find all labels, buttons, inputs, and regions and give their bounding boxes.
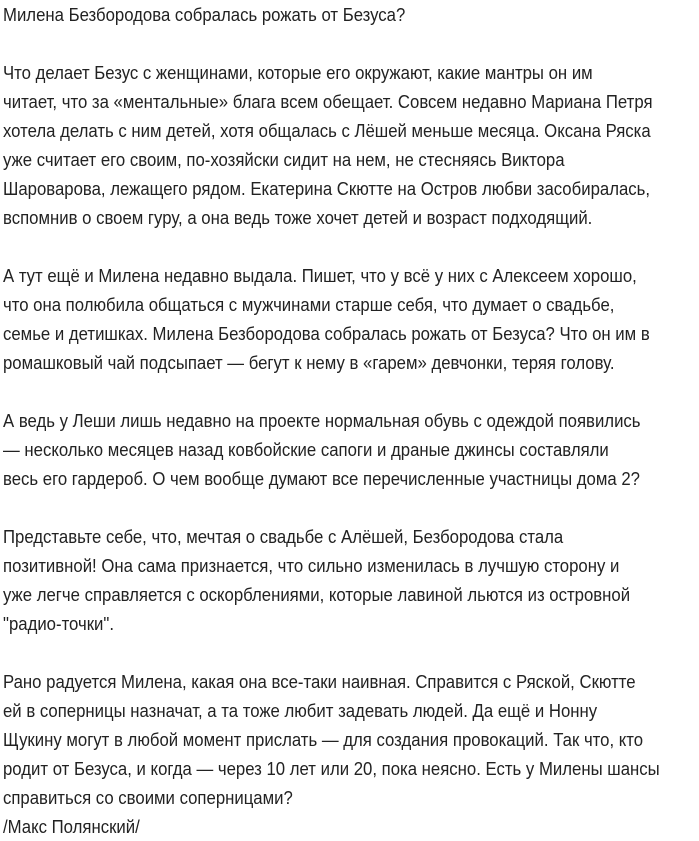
- text-line: родит от Безуса, и когда — через 10 лет или 20, пока неясно. Есть у Милены шансы: [3, 758, 660, 779]
- text-line: весь его гардероб. О чем вообще думают все перечисленные участницы дома 2?: [3, 468, 640, 489]
- text-line: что она полюбила общаться с мужчинами старше себя, что думает о свадьбе,: [3, 294, 615, 315]
- text-line: Шароварова, лежащего рядом. Екатерина Скютте на Остров любви засобиралась,: [3, 178, 651, 199]
- author-signature: /Макс Полянский/: [3, 816, 140, 837]
- text-line: А тут ещё и Милена недавно выдала. Пишет, что у всё у них с Алексеем хорошо,: [3, 265, 637, 286]
- text-line: вспомнив о своем гуру, а она ведь тоже хочет детей и возраст подходящий.: [3, 207, 593, 228]
- text-line: уже считает его своим, по-хозяйски сидит на нем, не стесняясь Виктора: [3, 149, 565, 170]
- text-line: Что делает Безус с женщинами, которые его окружают, какие мантры он им: [3, 62, 593, 83]
- text-line: справиться со своими соперницами?: [3, 787, 293, 808]
- paragraph-3: [3, 406, 691, 493]
- text-line: читает, что за «ментальные» блага всем обещает. Совсем недавно Мариана Петря: [3, 91, 653, 112]
- text-line: Рано радуется Милена, какая она все-таки наивная. Справится с Ряской, Скютте: [3, 671, 636, 692]
- paragraph-5: [3, 667, 691, 812]
- text-line: семье и детишках. Милена Безбородова собралась рожать от Безуса? Что он им в: [3, 323, 650, 344]
- paragraph-2: [3, 261, 691, 377]
- text-line: Щукину могут в любой момент прислать — для создания провокаций. Так что, кто: [3, 729, 644, 750]
- article-title: Милена Безбородова собралась рожать от Безуса?: [3, 4, 406, 25]
- text-line: уже легче справляется с оскорблениями, которые лавиной льются из островной: [3, 584, 631, 605]
- paragraph-4: [3, 522, 691, 638]
- text-line: ей в соперницы назначат, а та тоже любит задевать людей. Да ещё и Нонну: [3, 700, 598, 721]
- text-line: Представьте себе, что, мечтая о свадьбе с Алёшей, Безбородова стала: [3, 526, 564, 547]
- text-line: ромашковый чай подсыпает — бегут к нему в «гарем» девчонки, теряя голову.: [3, 352, 615, 373]
- article: [3, 0, 691, 841]
- paragraph-1: [3, 58, 691, 232]
- text-line: — несколько месяцев назад ковбойские сапоги и драные джинсы составляли: [3, 439, 609, 460]
- text-line: позитивной! Она сама признается, что сильно изменилась в лучшую сторону и: [3, 555, 620, 576]
- text-line: "радио-точки".: [3, 613, 115, 634]
- text-line: хотела делать с ним детей, хотя общалась с Лёшей меньше месяца. Оксана Ряска: [3, 120, 651, 141]
- text-line: А ведь у Леши лишь недавно на проекте нормальная обувь с одеждой появились: [3, 410, 641, 431]
